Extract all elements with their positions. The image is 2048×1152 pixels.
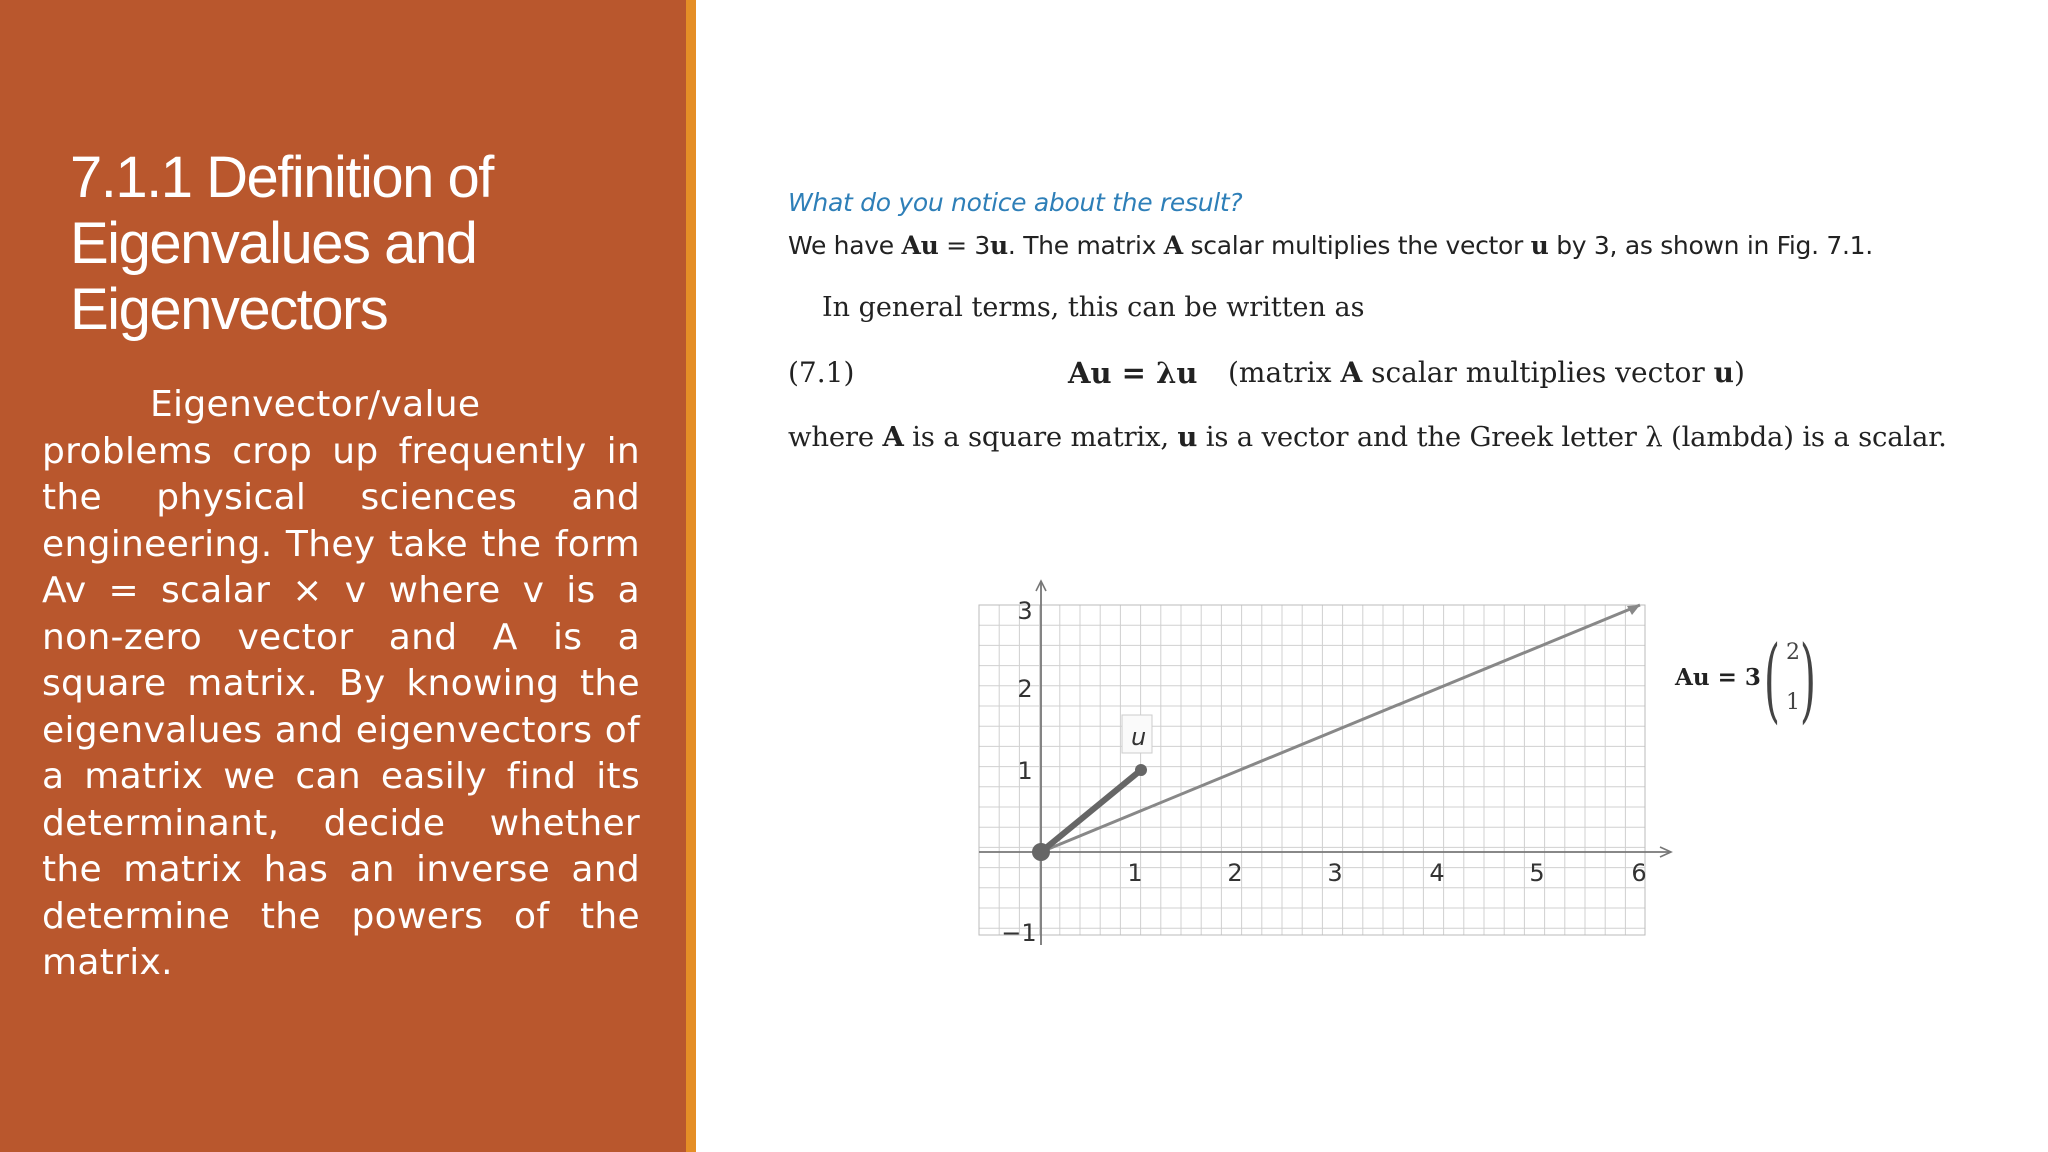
equation: Au = λu xyxy=(1068,356,1198,390)
x-tick-label: 4 xyxy=(1429,859,1445,887)
text-run: scalar multiplies vector xyxy=(1362,356,1714,389)
definition-line xyxy=(788,421,1947,453)
right-parenthesis: ) xyxy=(1799,626,1817,733)
text-run: We have xyxy=(788,231,902,260)
origin-point xyxy=(1032,843,1050,861)
equation-number: (7.1) xyxy=(788,356,855,389)
text-run: = 3 xyxy=(938,231,991,260)
vector-top-entry: 2 xyxy=(1786,640,1800,665)
equation-note xyxy=(1228,356,1745,389)
text-run: ) xyxy=(1734,356,1745,389)
text-run: scalar multiplies the vector xyxy=(1182,231,1531,260)
x-tick-label: 6 xyxy=(1631,859,1647,887)
au-equals-3: Au = 3 xyxy=(1675,664,1761,691)
grid xyxy=(979,605,1645,935)
text-run: where xyxy=(788,421,883,453)
bold-a: A xyxy=(1340,356,1363,389)
slide-body-content: Eigenvector/value problems crop up frequently in the physical sciences and engineering. They take the form Av = scalar × v where v is a non-zero vector and A is a square matrix. By knowing the eigenvalues and eigenvectors of a matrix we can easily find its determinant, decide whether the matrix has an inverse and determine the powers of the matrix. xyxy=(42,384,640,983)
text-run: is a square matrix, xyxy=(903,421,1178,453)
x-tick-label: 5 xyxy=(1529,859,1545,887)
x-tick-labels xyxy=(1127,859,1646,887)
text-run: . The matrix xyxy=(1007,231,1164,260)
vector-u-label: u xyxy=(1131,723,1147,751)
bold-u: u xyxy=(990,231,1008,260)
vector-graph xyxy=(965,575,1685,970)
text-run: (matrix xyxy=(1228,356,1341,389)
vector-bottom-entry: 1 xyxy=(1786,690,1800,715)
y-tick-label: 3 xyxy=(1017,597,1033,625)
bold-au: Au xyxy=(901,231,939,260)
vector-u xyxy=(1041,770,1141,852)
x-tick-label: 2 xyxy=(1227,859,1243,887)
text-run: is a vector and the Greek letter λ (lambda) is a scalar. xyxy=(1197,421,1947,453)
slide-body-text xyxy=(42,382,640,987)
y-tick-label: −1 xyxy=(1001,919,1037,947)
accent-bar xyxy=(686,0,696,1152)
vector-u-head xyxy=(1135,764,1147,776)
question-line: What do you notice about the result? xyxy=(788,188,1243,217)
left-parenthesis: ( xyxy=(1763,626,1781,733)
bold-u: u xyxy=(1713,356,1735,389)
x-tick-label: 3 xyxy=(1327,859,1343,887)
x-tick-label: 1 xyxy=(1127,859,1143,887)
y-tick-label: 2 xyxy=(1017,675,1033,703)
au-equation-label xyxy=(1675,664,1761,691)
result-statement xyxy=(788,231,1873,260)
bold-u: u xyxy=(1530,231,1549,260)
bold-a: A xyxy=(882,421,904,453)
slide-title: 7.1.1 Definition of Eigenvalues and Eigenvectors xyxy=(70,145,493,342)
text-run: by 3, as shown in Fig. 7.1. xyxy=(1548,231,1873,260)
general-terms-line: In general terms, this can be written as xyxy=(822,292,1365,323)
bold-a: A xyxy=(1163,231,1183,260)
y-tick-label: 1 xyxy=(1017,757,1033,785)
bold-u: u xyxy=(1177,421,1198,453)
